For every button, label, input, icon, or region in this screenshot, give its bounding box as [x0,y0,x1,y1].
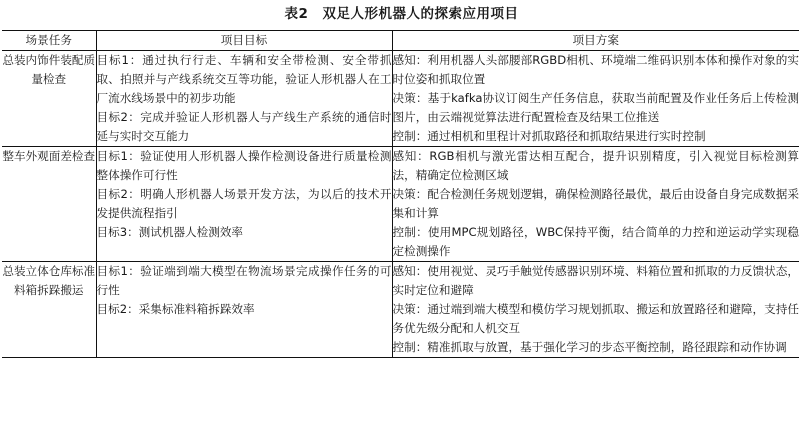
plan-control: 控制：使用MPC规划路径，WBC保持平衡，结合简单的力控和逆运动学实现稳定检测操作 [392,225,799,258]
plans-cell [392,51,799,147]
plan-decision: 决策：基于kafka协议订阅生产任务信息，获取当前配置及作业任务后上传检测图片，由云端视觉算法进行配置检查及结果工位推送 [392,91,799,124]
header-scene: 场景任务 [2,31,96,51]
goal-item: 目标2：采集标准料箱拆跺效率 [96,302,255,316]
table-row [2,262,799,358]
goals-cell [96,262,392,358]
plan-perception: 感知：RGB相机与激光雷达相互配合，提升识别精度，引入视觉目标检测算法，精确定位检测区域 [392,149,799,182]
plan-decision: 决策：配合检测任务规划逻辑，确保检测路径最优，最后由设备自身完成数据采集和计算 [392,187,799,220]
header-goals: 项目目标 [96,31,392,51]
goals-cell [96,51,392,147]
goals-cell [96,147,392,262]
scene-cell: 总装立体仓库标准料箱拆跺搬运 [2,262,96,358]
table-row [2,51,799,147]
goal-item: 目标1：验证使用人形机器人操作检测设备进行质量检测整体操作可行性 [96,149,392,182]
scene-cell: 整车外观面差检查 [2,147,96,262]
table-caption [0,2,803,22]
goal-item: 目标2：完成并验证人形机器人与产线生产系统的通信时延与实时交互能力 [96,110,392,143]
plans-cell [392,262,799,358]
goal-item: 目标1：通过执行行走、车辆和安全带检测、安全带抓取、拍照并与产线系统交互等功能，验证人形机器人在工厂流水线场景中的初步功能 [96,53,392,105]
plan-control: 控制：通过相机和里程计对抓取路径和抓取结果进行实时控制 [392,129,706,143]
scene-cell: 总装内饰件装配质量检查 [2,51,96,147]
goal-item: 目标2：明确人形机器人场景开发方法，为以后的技术开发提供流程指引 [96,187,392,220]
plan-control: 控制：精准抓取与放置，基于强化学习的步态平衡控制，路径跟踪和动作协调 [392,340,787,354]
goal-item: 目标3：测试机器人检测效率 [96,225,244,239]
table-title: 双足人形机器人的探索应用项目 [322,6,519,22]
plan-perception: 感知：利用机器人头部腰部RGBD相机、环境端二维码识别本体和操作对象的实时位姿和抓取位置 [392,53,799,86]
table-number: 表2 [284,6,309,22]
plan-decision: 决策：通过端到端大模型和模仿学习规划抓取、搬运和放置路径和避障，支持任务优先级分配和人机交互 [392,302,799,335]
plans-cell [392,147,799,262]
table-row [2,147,799,262]
table-header-row [2,31,799,51]
plan-perception: 感知：使用视觉、灵巧手触觉传感器识别环境、料箱位置和抓取的力反馈状态，实时定位和避障 [392,264,799,297]
application-projects-table [2,30,799,358]
header-plans: 项目方案 [392,31,799,51]
goal-item: 目标1：验证端到端大模型在物流场景完成操作任务的可行性 [96,264,392,297]
